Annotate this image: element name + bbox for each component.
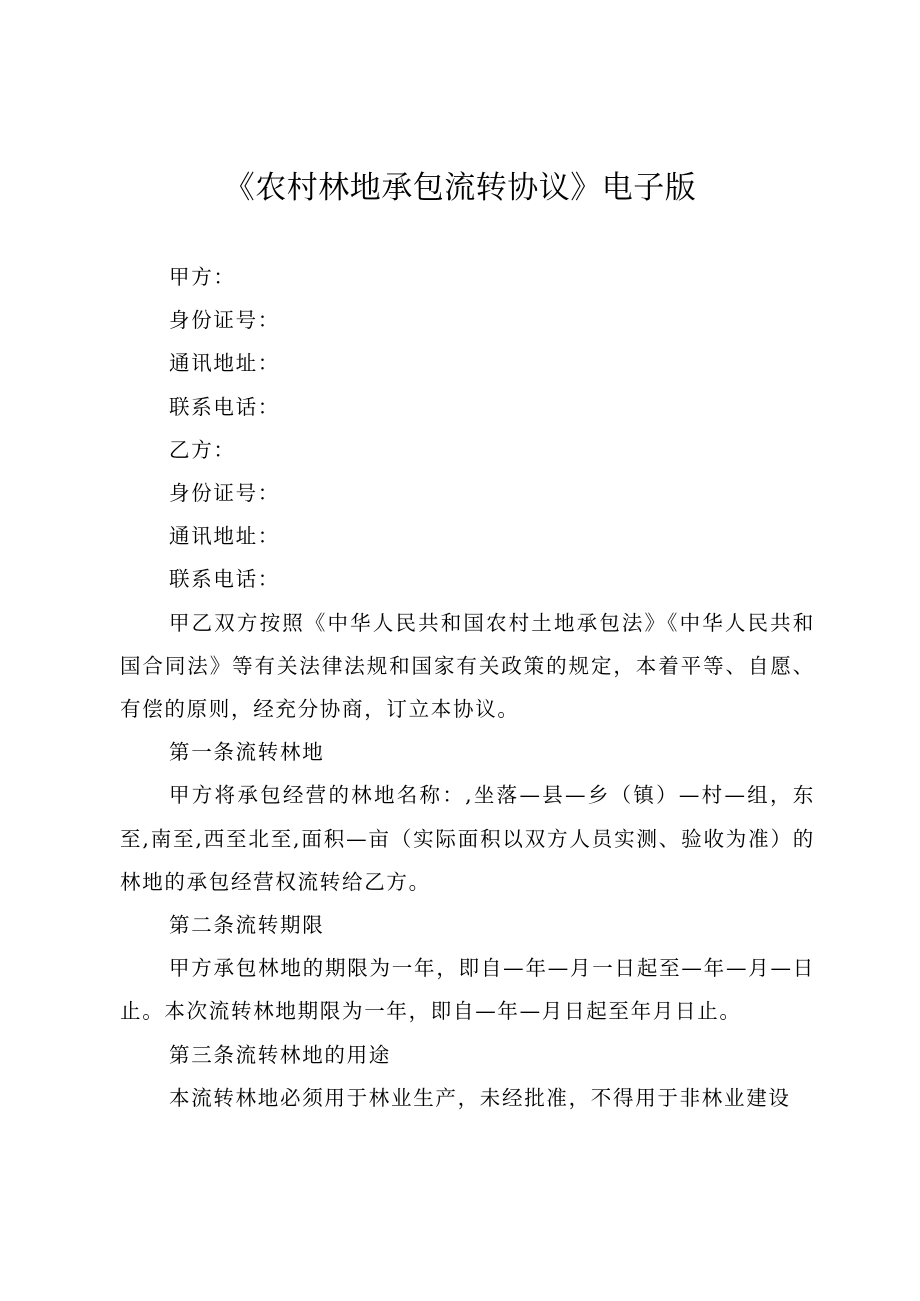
article-3-body: 本流转林地必须用于林业生产，未经批准，不得用于非林业建设 (169, 1085, 791, 1110)
party-a-id-label: 身份证号： (169, 308, 280, 333)
article-3-heading: 第三条流转林地的用途 (169, 1042, 391, 1067)
article-2-heading: 第二条流转期限 (169, 913, 325, 938)
party-b-id-label: 身份证号： (169, 481, 280, 506)
article-1-heading: 第一条流转林地 (169, 740, 325, 765)
document-body (120, 256, 815, 1120)
party-a-name-label: 甲方： (169, 265, 236, 289)
party-b-address-label: 通讯地址： (169, 524, 280, 549)
party-a-phone-label: 联系电话： (169, 394, 280, 419)
document-title: 《农村林地承包流转协议》电子版 (223, 170, 697, 206)
preamble-paragraph: 甲乙双方按照《中华人民共和国农村土地承包法》《中华人民共和国合同法》等有关法律法规和国家有关政策的规定，本着平等、自愿、有偿的原则，经充分协商，订立本协议。 (120, 610, 815, 722)
party-b-name-label: 乙方： (169, 437, 236, 462)
article-1-body: 甲方将承包经营的林地名称：,坐落—县—乡（镇）—村—组，东至,南至,西至北至,面积—亩（实际面积以双方人员实测、验收为准）的林地的承包经营权流转给乙方。 (120, 783, 815, 894)
party-b-phone-label: 联系电话： (169, 567, 280, 592)
article-2-body: 甲方承包林地的期限为一年，即自—年—月一日起至—年—月—日止。本次流转林地期限为一年，即自—年—月日起至年月日止。 (120, 956, 815, 1024)
party-a-address-label: 通讯地址： (169, 351, 280, 376)
